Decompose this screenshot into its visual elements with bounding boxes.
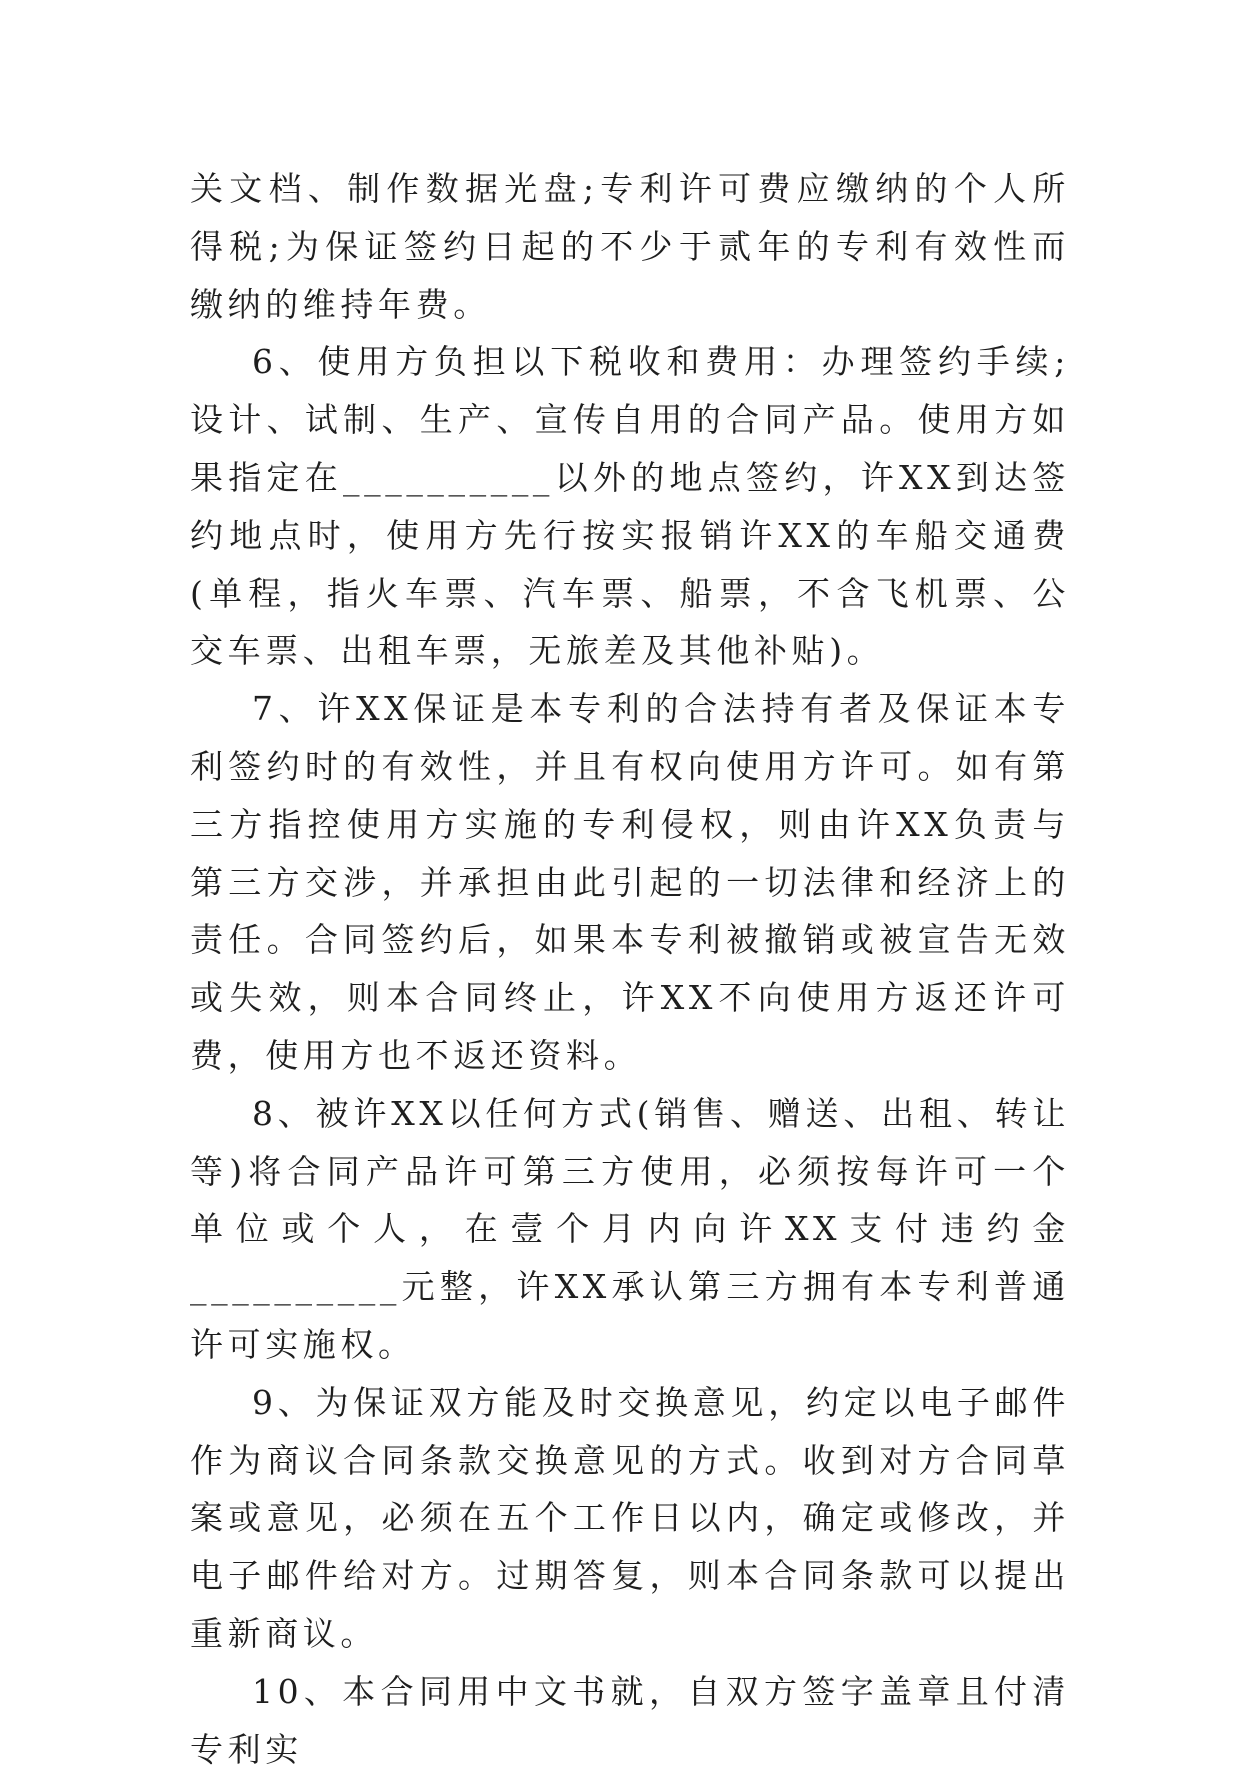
paragraph-clause-9: 9、为保证双方能及时交换意见，约定以电子邮件作为商议合同条款交换意见的方式。收到对方合同草案或意见，必须在五个工作日以内，确定或修改，并电子邮件给对方。过期答复，则本合同条款可以提出重新商议。 xyxy=(190,1382,1070,1653)
paragraph-clause-10: 10、本合同用中文书就，自双方签字盖章且付清专利实 xyxy=(190,1671,1070,1769)
paragraph-clause-7: 7、许XX保证是本专利的合法持有者及保证本专利签约时的有效性，并且有权向使用方许可。如有第三方指控使用方实施的专利侵权，则由许XX负责与第三方交涉，并承担由此引起的一切法律和经济上的责任。合同签约后，如果本专利被撤销或被宣告无效或失效，则本合同终止，许XX不向使用方返还许可费，使用方也不返还资料。 xyxy=(190,689,1070,1075)
paragraph-clause-6: 6、使用方负担以下税收和费用：办理签约手续;设计、试制、生产、宣传自用的合同产品。使用方如果指定在__________以外的地点签约，许XX到达签约地点时，使用方先行按实报销许XX的车船交通费(单程，指火车票、汽车票、船票，不含飞机票、公交车票、出租车票，无旅差及其他补贴)。 xyxy=(190,342,1070,671)
paragraph-continuation: 关文档、制作数据光盘;专利许可费应缴纳的个人所得税;为保证签约日起的不少于贰年的专利有效性而缴纳的维持年费。 xyxy=(190,169,1070,324)
paragraph-clause-8: 8、被许XX以任何方式(销售、赠送、出租、转让等)将合同产品许可第三方使用，必须按每许可一个单位或个人，在壹个月内向许XX支付违约金__________元整，许XX承认第三方拥有本专利普通许可实施权。 xyxy=(190,1093,1070,1364)
document-body xyxy=(190,160,1070,1778)
